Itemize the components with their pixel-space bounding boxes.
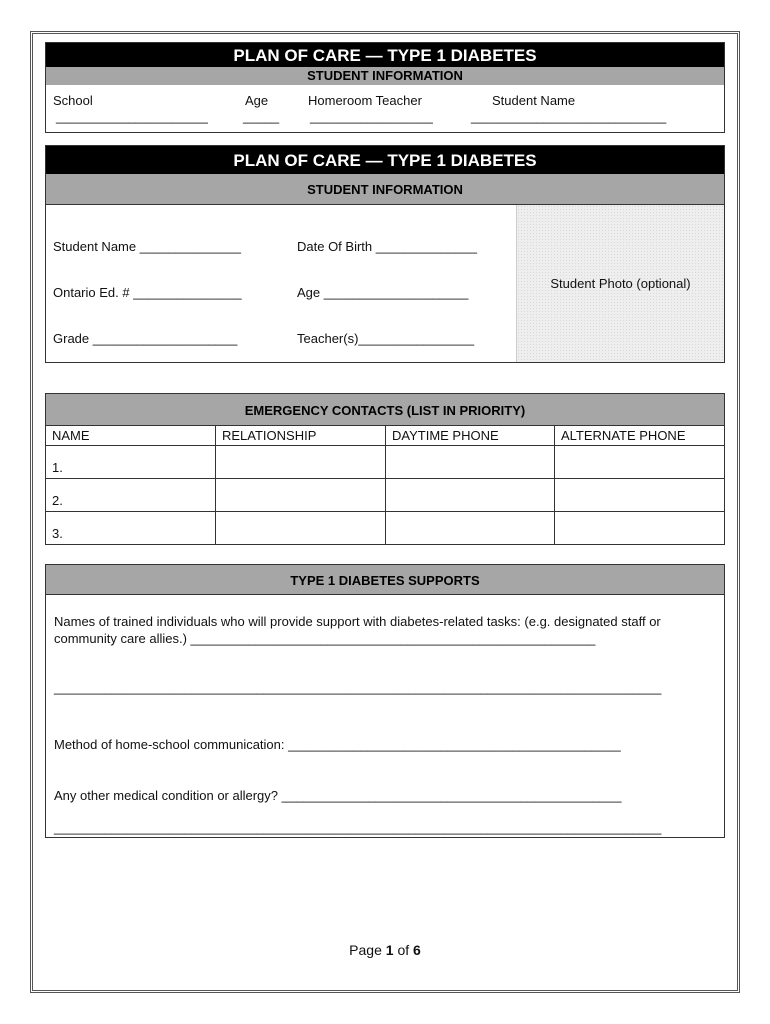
row-number[interactable]: 1. <box>46 446 216 479</box>
age-field-2[interactable]: Age ____________________ <box>297 285 469 300</box>
school-label: School <box>53 93 93 108</box>
ontario-ed-field[interactable]: Ontario Ed. # _______________ <box>53 285 242 300</box>
col-relationship: RELATIONSHIP <box>216 426 386 446</box>
student-name-field-2[interactable]: Student Name ______________ <box>53 239 241 254</box>
row-number[interactable]: 3. <box>46 512 216 545</box>
trained-individuals-field-2[interactable]: ____________________________________________________________________________________ <box>54 680 662 695</box>
grade-field[interactable]: Grade ____________________ <box>53 331 238 346</box>
row-number[interactable]: 2. <box>46 479 216 512</box>
age-field[interactable]: _____ <box>243 109 280 124</box>
emergency-contacts-section <box>45 393 725 541</box>
student-photo-box[interactable] <box>516 205 724 362</box>
homeroom-teacher-field[interactable]: _________________ <box>310 109 433 124</box>
teachers-field[interactable]: Teacher(s)________________ <box>297 331 475 346</box>
header-title: PLAN OF CARE — TYPE 1 DIABETES <box>46 43 724 67</box>
emergency-contacts-title: EMERGENCY CONTACTS (LIST IN PRIORITY) <box>45 393 725 425</box>
school-field[interactable]: _____________________ <box>56 109 208 124</box>
date-of-birth-field[interactable]: Date Of Birth ______________ <box>297 239 477 254</box>
emergency-contacts-table <box>45 425 725 545</box>
col-alternate-phone: ALTERNATE PHONE <box>555 426 725 446</box>
page-number: Page 1 of 6 <box>349 942 421 958</box>
table-row <box>46 512 725 545</box>
daytime-phone-cell[interactable] <box>386 479 555 512</box>
student-photo-label: Student Photo (optional) <box>550 276 691 291</box>
table-row <box>46 446 725 479</box>
daytime-phone-cell[interactable] <box>386 446 555 479</box>
medical-condition-field[interactable]: Any other medical condition or allergy? _______________________________________________ <box>54 788 622 803</box>
alternate-phone-cell[interactable] <box>555 446 725 479</box>
age-label: Age <box>245 93 269 108</box>
trained-individuals-label: Names of trained individuals who will provide support with diabetes-related tasks: (e.g. designated staff or <box>54 614 661 629</box>
alternate-phone-cell[interactable] <box>555 512 725 545</box>
daytime-phone-cell[interactable] <box>386 512 555 545</box>
student-name-label: Student Name <box>492 93 576 108</box>
relationship-cell[interactable] <box>216 479 386 512</box>
student-info-subtitle: STUDENT INFORMATION <box>46 174 724 205</box>
student-info-title: PLAN OF CARE — TYPE 1 DIABETES <box>46 146 724 174</box>
col-daytime-phone: DAYTIME PHONE <box>386 426 555 446</box>
trained-individuals-field[interactable]: community care allies.) ________________________________________________________ <box>54 631 596 646</box>
header-section <box>45 42 725 133</box>
medical-condition-field-2[interactable]: ____________________________________________________________________________________ <box>54 820 662 835</box>
student-name-field[interactable]: ___________________________ <box>471 109 667 124</box>
table-header-row <box>46 426 725 446</box>
table-row <box>46 479 725 512</box>
header-subtitle: STUDENT INFORMATION <box>46 67 724 85</box>
relationship-cell[interactable] <box>216 512 386 545</box>
supports-title: TYPE 1 DIABETES SUPPORTS <box>46 565 724 595</box>
student-info-section <box>45 145 725 363</box>
communication-method-field[interactable]: Method of home-school communication: ______________________________________________ <box>54 737 621 752</box>
supports-section <box>45 564 725 838</box>
col-name: NAME <box>46 426 216 446</box>
homeroom-teacher-label: Homeroom Teacher <box>308 93 422 108</box>
relationship-cell[interactable] <box>216 446 386 479</box>
alternate-phone-cell[interactable] <box>555 479 725 512</box>
